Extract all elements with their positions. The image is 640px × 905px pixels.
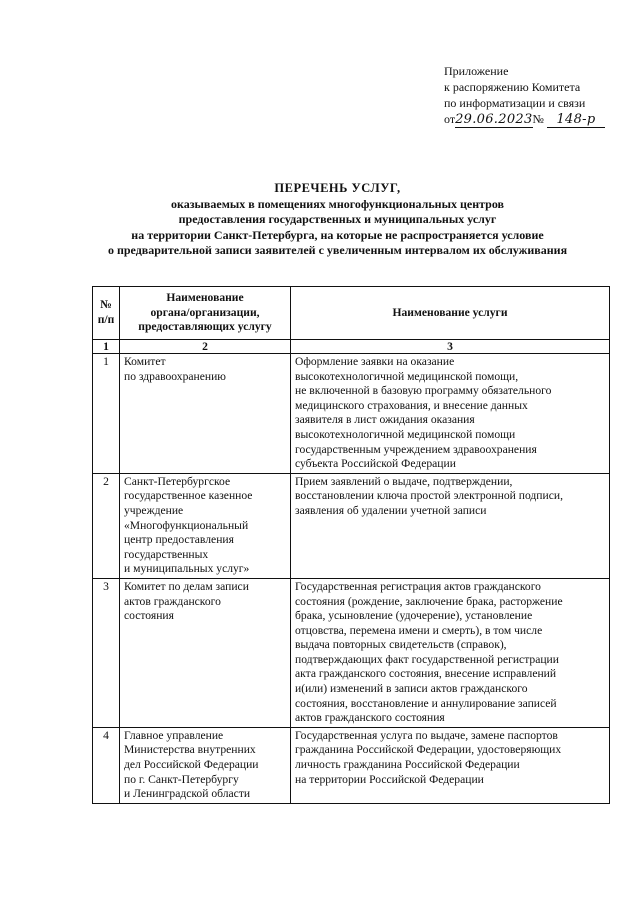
header-service: Наименование услуги bbox=[291, 287, 610, 340]
column-number-3: 3 bbox=[291, 340, 610, 354]
title-line-3: предоставления государственных и муниципальных услуг bbox=[178, 212, 497, 227]
table-header-row bbox=[93, 287, 610, 340]
row-organ: Главное управление Министерства внутренних дел Российской Федерации по г. Санкт-Петербургу и Ленинградской области bbox=[120, 727, 291, 803]
table-row bbox=[93, 578, 610, 727]
header-number: № п/п bbox=[93, 287, 120, 340]
row-organ: Комитет по делам записи актов гражданского состояния bbox=[120, 578, 291, 727]
services-table bbox=[92, 286, 610, 804]
row-number: 4 bbox=[93, 727, 120, 803]
number-prefix: № bbox=[532, 112, 544, 126]
row-service: Государственная регистрация актов гражданского состояния (рождение, заключение брака, расторжение брака, усыновление (удочерение), установление отцовства, перемена имени и смерть), в том числе выдача повторных свидетельств (справок), подтверждающих факт государственной регистрации акта гражданского состояния, внесение исправлений и(или) изменений в записи актов гражданского состояния, восстановление и аннулирование записей актов гражданского состояния bbox=[291, 578, 610, 727]
attachment-title: Приложение bbox=[444, 64, 509, 78]
date-prefix: от bbox=[444, 112, 456, 126]
header-organ: Наименование органа/организации, предоставляющих услугу bbox=[120, 287, 291, 340]
column-number-2: 2 bbox=[120, 340, 291, 354]
column-number-1: 1 bbox=[93, 340, 120, 354]
row-service: Прием заявлений о выдаче, подтверждении, восстановлении ключа простой электронной подписи, заявления об удалении учетной записи bbox=[291, 473, 610, 578]
table-row bbox=[93, 473, 610, 578]
handwritten-number: 148-р bbox=[547, 113, 605, 128]
title-line-2: оказываемых в помещениях многофункциональных центров bbox=[170, 196, 505, 211]
title-line-5: о предварительной записи заявителей с увеличенным интервалом их обслуживания bbox=[107, 243, 568, 258]
attachment-block bbox=[444, 63, 634, 128]
title-line-4: на территории Санкт-Петербурга, на которые не распространяется условие bbox=[131, 227, 544, 242]
row-service: Государственная услуга по выдаче, замене паспортов гражданина Российской Федерации, удостоверяющих личность гражданина Российской Федерации на территории Российской Федерации bbox=[291, 727, 610, 803]
attachment-date-number-line bbox=[444, 111, 634, 128]
title-heading: ПЕРЕЧЕНЬ УСЛУГ, bbox=[274, 181, 401, 195]
row-organ: Комитет по здравоохранению bbox=[120, 354, 291, 474]
row-organ: Санкт-Петербургское государственное казенное учреждение «Многофункциональный центр предоставления государственных и муниципальных услуг» bbox=[120, 473, 291, 578]
row-service: Оформление заявки на оказание высокотехнологичной медицинской помощи, не включенной в базовую программу обязательного медицинского страхования, и внесение данных заявителя в лист ожидания оказания высокотехнологичной медицинской помощи государственным учреждением здравоохранения субъекта Российской Федерации bbox=[291, 354, 610, 474]
attachment-committee-line: по информатизации и связи bbox=[444, 96, 586, 110]
row-number: 3 bbox=[93, 578, 120, 727]
handwritten-date: 29.06.2023 bbox=[455, 112, 533, 127]
table-row bbox=[93, 727, 610, 803]
attachment-order-line: к распоряжению Комитета bbox=[444, 80, 581, 94]
column-number-row bbox=[93, 340, 610, 354]
row-number: 2 bbox=[93, 473, 120, 578]
table-row bbox=[93, 354, 610, 474]
document-title bbox=[60, 181, 615, 259]
row-number: 1 bbox=[93, 354, 120, 474]
